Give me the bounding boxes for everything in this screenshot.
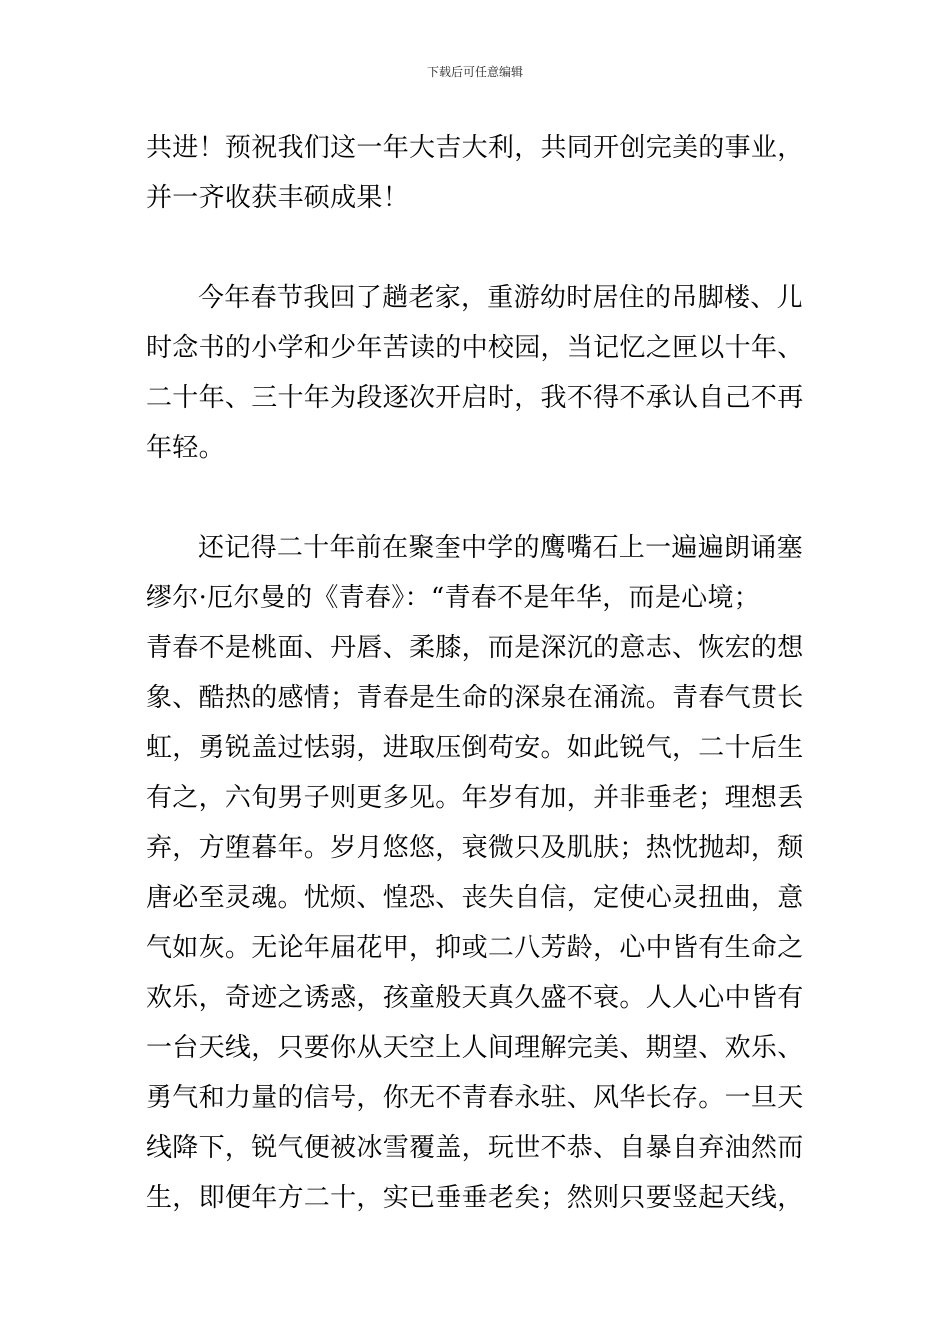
paragraph-3-line-7: 弃，方堕暮年。岁月悠悠，衰微只及肌肤；热忱抛却，颓 — [146, 833, 804, 863]
paragraph-3-line-6: 有之，六旬男子则更多见。年岁有加，并非垂老；理想丢 — [146, 783, 804, 813]
paragraph-2-line-1: 今年春节我回了趟老家，重游幼时居住的吊脚楼、儿 — [198, 283, 803, 313]
paragraph-3-line-3: 青春不是桃面、丹唇、柔膝，而是深沉的意志、恢宏的想 — [146, 633, 804, 663]
paragraph-3-line-14: 生，即便年方二十，实已垂垂老矣；然则只要竖起天线， — [146, 1183, 804, 1213]
paragraph-1-line-1: 共进！预祝我们这一年大吉大利，共同开创完美的事业， — [146, 133, 804, 163]
paragraph-1-line-2: 并一齐收获丰硕成果！ — [146, 183, 410, 213]
paragraph-3-line-4: 象、酷热的感情；青春是生命的深泉在涌流。青春气贯长 — [146, 683, 804, 713]
paragraph-3-line-2: 缪尔·厄尔曼的《青春》：“青春不是年华，而是心境； — [146, 583, 761, 613]
paragraph-3-line-12: 勇气和力量的信号，你无不青春永驻、风华长存。一旦天 — [146, 1083, 804, 1113]
paragraph-3-line-9: 气如灰。无论年届花甲，抑或二八芳龄，心中皆有生命之 — [146, 933, 804, 963]
paragraph-3-line-11: 一台天线，只要你从天空上人间理解完美、期望、欢乐、 — [146, 1033, 804, 1063]
paragraph-3-line-5: 虹，勇锐盖过怯弱，进取压倒苟安。如此锐气，二十后生 — [146, 733, 804, 763]
paragraph-2-line-2: 时念书的小学和少年苦读的中校园，当记忆之匣以十年、 — [146, 333, 804, 363]
paragraph-3-line-1: 还记得二十年前在聚奎中学的鹰嘴石上一遍遍朗诵塞 — [198, 533, 803, 563]
paragraph-2-line-4: 年轻。 — [146, 433, 225, 463]
paragraph-3-line-13: 线降下，锐气便被冰雪覆盖，玩世不恭、自暴自弃油然而 — [146, 1133, 804, 1163]
page-header: 下载后可任意编辑 — [426, 65, 523, 79]
paragraph-2-line-3: 二十年、三十年为段逐次开启时，我不得不承认自己不再 — [146, 383, 804, 413]
paragraph-3-line-8: 唐必至灵魂。忧烦、惶恐、丧失自信，定使心灵扭曲，意 — [146, 883, 804, 913]
paragraph-3-line-10: 欢乐，奇迹之诱惑，孩童般天真久盛不衰。人人心中皆有 — [146, 983, 804, 1013]
